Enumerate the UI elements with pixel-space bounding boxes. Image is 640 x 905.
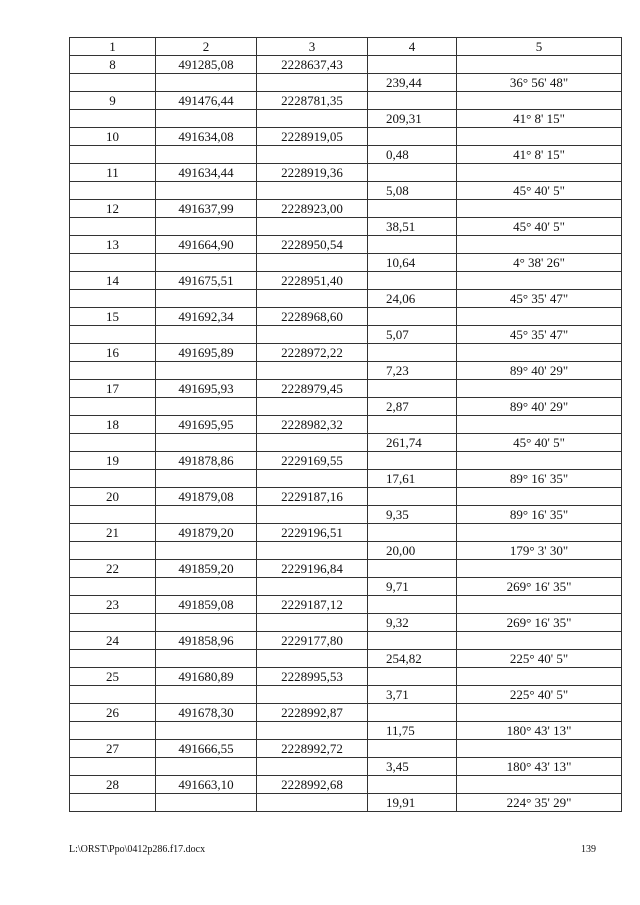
- point-number-cell: [70, 326, 156, 344]
- y-coordinate-cell: 2229177,80: [257, 632, 368, 650]
- table-row: [70, 704, 622, 722]
- distance-cell: [368, 236, 457, 254]
- x-coordinate-cell: 491859,20: [156, 560, 257, 578]
- x-coordinate-cell: 491859,08: [156, 596, 257, 614]
- x-coordinate-cell: [156, 398, 257, 416]
- distance-cell: [368, 524, 457, 542]
- point-number-cell: [70, 506, 156, 524]
- x-coordinate-cell: [156, 578, 257, 596]
- point-number-cell: [70, 794, 156, 812]
- point-number-cell: 22: [70, 560, 156, 578]
- distance-cell: [368, 308, 457, 326]
- bearing-cell: 179° 3' 30": [457, 542, 622, 560]
- y-coordinate-cell: [257, 794, 368, 812]
- y-coordinate-cell: 2228919,36: [257, 164, 368, 182]
- bearing-cell: 225° 40' 5": [457, 650, 622, 668]
- table-row: [70, 362, 622, 380]
- distance-cell: [368, 668, 457, 686]
- table-row: [70, 218, 622, 236]
- header-col-2: 2: [156, 38, 257, 56]
- distance-cell: 11,75: [368, 722, 457, 740]
- x-coordinate-cell: 491634,44: [156, 164, 257, 182]
- bearing-cell: [457, 380, 622, 398]
- x-coordinate-cell: [156, 182, 257, 200]
- bearing-cell: [457, 308, 622, 326]
- x-coordinate-cell: 491879,08: [156, 488, 257, 506]
- y-coordinate-cell: [257, 110, 368, 128]
- point-number-cell: 19: [70, 452, 156, 470]
- point-number-cell: [70, 470, 156, 488]
- bearing-cell: [457, 236, 622, 254]
- y-coordinate-cell: [257, 722, 368, 740]
- distance-cell: [368, 344, 457, 362]
- table-row: [70, 380, 622, 398]
- bearing-cell: [457, 776, 622, 794]
- point-number-cell: [70, 362, 156, 380]
- bearing-cell: 225° 40' 5": [457, 686, 622, 704]
- header-col-3: 3: [257, 38, 368, 56]
- point-number-cell: 24: [70, 632, 156, 650]
- point-number-cell: 13: [70, 236, 156, 254]
- x-coordinate-cell: [156, 290, 257, 308]
- table-row: [70, 758, 622, 776]
- distance-cell: 209,31: [368, 110, 457, 128]
- coordinates-table: [69, 37, 622, 812]
- distance-cell: [368, 488, 457, 506]
- y-coordinate-cell: 2229196,51: [257, 524, 368, 542]
- point-number-cell: [70, 398, 156, 416]
- x-coordinate-cell: [156, 686, 257, 704]
- table-row: [70, 92, 622, 110]
- point-number-cell: [70, 758, 156, 776]
- distance-cell: 38,51: [368, 218, 457, 236]
- table-row: [70, 776, 622, 794]
- point-number-cell: 27: [70, 740, 156, 758]
- x-coordinate-cell: [156, 434, 257, 452]
- x-coordinate-cell: 491695,89: [156, 344, 257, 362]
- point-number-cell: 20: [70, 488, 156, 506]
- distance-cell: 9,32: [368, 614, 457, 632]
- x-coordinate-cell: [156, 722, 257, 740]
- bearing-cell: [457, 200, 622, 218]
- table-row: [70, 614, 622, 632]
- bearing-cell: 41° 8' 15": [457, 110, 622, 128]
- y-coordinate-cell: [257, 650, 368, 668]
- x-coordinate-cell: 491692,34: [156, 308, 257, 326]
- distance-cell: [368, 596, 457, 614]
- y-coordinate-cell: 2228781,35: [257, 92, 368, 110]
- x-coordinate-cell: [156, 326, 257, 344]
- y-coordinate-cell: 2228923,00: [257, 200, 368, 218]
- bearing-cell: [457, 560, 622, 578]
- point-number-cell: 8: [70, 56, 156, 74]
- y-coordinate-cell: 2228972,22: [257, 344, 368, 362]
- bearing-cell: 4° 38' 26": [457, 254, 622, 272]
- distance-cell: [368, 200, 457, 218]
- distance-cell: [368, 272, 457, 290]
- bearing-cell: [457, 92, 622, 110]
- y-coordinate-cell: [257, 290, 368, 308]
- table-row: [70, 722, 622, 740]
- x-coordinate-cell: 491637,99: [156, 200, 257, 218]
- bearing-cell: 269° 16' 35": [457, 578, 622, 596]
- x-coordinate-cell: 491634,08: [156, 128, 257, 146]
- distance-cell: 17,61: [368, 470, 457, 488]
- table-row: [70, 272, 622, 290]
- bearing-cell: 36° 56' 48": [457, 74, 622, 92]
- point-number-cell: 26: [70, 704, 156, 722]
- bearing-cell: 89° 40' 29": [457, 398, 622, 416]
- bearing-cell: [457, 56, 622, 74]
- distance-cell: 9,35: [368, 506, 457, 524]
- distance-cell: [368, 632, 457, 650]
- point-number-cell: 18: [70, 416, 156, 434]
- table-header: [70, 38, 622, 56]
- y-coordinate-cell: [257, 506, 368, 524]
- distance-cell: [368, 740, 457, 758]
- point-number-cell: [70, 182, 156, 200]
- bearing-cell: [457, 272, 622, 290]
- x-coordinate-cell: [156, 614, 257, 632]
- distance-cell: 3,71: [368, 686, 457, 704]
- x-coordinate-cell: [156, 110, 257, 128]
- y-coordinate-cell: 2228919,05: [257, 128, 368, 146]
- table-row: [70, 650, 622, 668]
- y-coordinate-cell: 2228992,87: [257, 704, 368, 722]
- distance-cell: 5,07: [368, 326, 457, 344]
- point-number-cell: [70, 578, 156, 596]
- distance-cell: 5,08: [368, 182, 457, 200]
- point-number-cell: [70, 74, 156, 92]
- table-row: [70, 740, 622, 758]
- table-row: [70, 542, 622, 560]
- footer-page-number: 139: [581, 844, 596, 855]
- y-coordinate-cell: [257, 218, 368, 236]
- table-row: [70, 236, 622, 254]
- distance-cell: 7,23: [368, 362, 457, 380]
- x-coordinate-cell: [156, 362, 257, 380]
- x-coordinate-cell: [156, 794, 257, 812]
- distance-cell: 0,48: [368, 146, 457, 164]
- point-number-cell: [70, 218, 156, 236]
- x-coordinate-cell: 491675,51: [156, 272, 257, 290]
- table-row: [70, 452, 622, 470]
- table-row: [70, 308, 622, 326]
- table-row: [70, 470, 622, 488]
- distance-cell: [368, 380, 457, 398]
- x-coordinate-cell: 491678,30: [156, 704, 257, 722]
- point-number-cell: [70, 146, 156, 164]
- header-row: [70, 38, 622, 56]
- distance-cell: 24,06: [368, 290, 457, 308]
- distance-cell: 20,00: [368, 542, 457, 560]
- distance-cell: [368, 128, 457, 146]
- distance-cell: [368, 416, 457, 434]
- bearing-cell: 89° 16' 35": [457, 506, 622, 524]
- y-coordinate-cell: 2228982,32: [257, 416, 368, 434]
- table-row: [70, 416, 622, 434]
- table-row: [70, 254, 622, 272]
- table-row: [70, 686, 622, 704]
- bearing-cell: [457, 596, 622, 614]
- y-coordinate-cell: [257, 182, 368, 200]
- bearing-cell: [457, 164, 622, 182]
- x-coordinate-cell: [156, 218, 257, 236]
- distance-cell: [368, 560, 457, 578]
- x-coordinate-cell: 491695,95: [156, 416, 257, 434]
- table-row: [70, 596, 622, 614]
- bearing-cell: [457, 632, 622, 650]
- table-row: [70, 794, 622, 812]
- x-coordinate-cell: [156, 506, 257, 524]
- y-coordinate-cell: [257, 758, 368, 776]
- y-coordinate-cell: 2229187,12: [257, 596, 368, 614]
- bearing-cell: [457, 128, 622, 146]
- footer-file-path: L:\ORST\Ppo\0412p286.f17.docx: [69, 844, 206, 855]
- y-coordinate-cell: [257, 470, 368, 488]
- point-number-cell: [70, 542, 156, 560]
- point-number-cell: 11: [70, 164, 156, 182]
- x-coordinate-cell: [156, 758, 257, 776]
- y-coordinate-cell: [257, 74, 368, 92]
- y-coordinate-cell: [257, 146, 368, 164]
- table-row: [70, 488, 622, 506]
- bearing-cell: 45° 40' 5": [457, 182, 622, 200]
- x-coordinate-cell: 491695,93: [156, 380, 257, 398]
- point-number-cell: [70, 650, 156, 668]
- bearing-cell: [457, 344, 622, 362]
- bearing-cell: 45° 35' 47": [457, 290, 622, 308]
- distance-cell: 2,87: [368, 398, 457, 416]
- bearing-cell: 41° 8' 15": [457, 146, 622, 164]
- distance-cell: [368, 56, 457, 74]
- distance-cell: [368, 92, 457, 110]
- table-row: [70, 74, 622, 92]
- point-number-cell: 25: [70, 668, 156, 686]
- table-row: [70, 146, 622, 164]
- point-number-cell: [70, 110, 156, 128]
- header-col-5: 5: [457, 38, 622, 56]
- bearing-cell: 180° 43' 13": [457, 758, 622, 776]
- point-number-cell: [70, 722, 156, 740]
- x-coordinate-cell: [156, 254, 257, 272]
- point-number-cell: [70, 254, 156, 272]
- x-coordinate-cell: 491858,96: [156, 632, 257, 650]
- point-number-cell: [70, 686, 156, 704]
- distance-cell: [368, 704, 457, 722]
- distance-cell: 3,45: [368, 758, 457, 776]
- bearing-cell: 89° 16' 35": [457, 470, 622, 488]
- distance-cell: 9,71: [368, 578, 457, 596]
- y-coordinate-cell: 2228979,45: [257, 380, 368, 398]
- bearing-cell: 45° 40' 5": [457, 434, 622, 452]
- y-coordinate-cell: 2228992,68: [257, 776, 368, 794]
- table-row: [70, 434, 622, 452]
- distance-cell: [368, 164, 457, 182]
- table-row: [70, 290, 622, 308]
- point-number-cell: 14: [70, 272, 156, 290]
- table-row: [70, 524, 622, 542]
- y-coordinate-cell: 2228992,72: [257, 740, 368, 758]
- y-coordinate-cell: [257, 362, 368, 380]
- bearing-cell: 180° 43' 13": [457, 722, 622, 740]
- bearing-cell: 224° 35' 29": [457, 794, 622, 812]
- distance-cell: 254,82: [368, 650, 457, 668]
- bearing-cell: 89° 40' 29": [457, 362, 622, 380]
- point-number-cell: 21: [70, 524, 156, 542]
- table-row: [70, 344, 622, 362]
- distance-cell: 239,44: [368, 74, 457, 92]
- table-row: [70, 506, 622, 524]
- distance-cell: [368, 776, 457, 794]
- point-number-cell: [70, 434, 156, 452]
- table-row: [70, 668, 622, 686]
- distance-cell: 261,74: [368, 434, 457, 452]
- x-coordinate-cell: 491285,08: [156, 56, 257, 74]
- x-coordinate-cell: 491878,86: [156, 452, 257, 470]
- table-row: [70, 128, 622, 146]
- point-number-cell: [70, 290, 156, 308]
- point-number-cell: [70, 614, 156, 632]
- table-row: [70, 632, 622, 650]
- point-number-cell: 28: [70, 776, 156, 794]
- y-coordinate-cell: 2228995,53: [257, 668, 368, 686]
- bearing-cell: [457, 740, 622, 758]
- x-coordinate-cell: [156, 146, 257, 164]
- table-body: [70, 56, 622, 812]
- y-coordinate-cell: 2228951,40: [257, 272, 368, 290]
- x-coordinate-cell: [156, 470, 257, 488]
- table-row: [70, 560, 622, 578]
- x-coordinate-cell: [156, 542, 257, 560]
- distance-cell: 19,91: [368, 794, 457, 812]
- y-coordinate-cell: [257, 434, 368, 452]
- point-number-cell: 17: [70, 380, 156, 398]
- table-row: [70, 56, 622, 74]
- table-row: [70, 578, 622, 596]
- y-coordinate-cell: 2229196,84: [257, 560, 368, 578]
- point-number-cell: 10: [70, 128, 156, 146]
- table-row: [70, 326, 622, 344]
- bearing-cell: [457, 704, 622, 722]
- y-coordinate-cell: 2228968,60: [257, 308, 368, 326]
- x-coordinate-cell: [156, 74, 257, 92]
- point-number-cell: 16: [70, 344, 156, 362]
- x-coordinate-cell: 491663,10: [156, 776, 257, 794]
- x-coordinate-cell: 491680,89: [156, 668, 257, 686]
- distance-cell: [368, 452, 457, 470]
- table-row: [70, 182, 622, 200]
- header-col-1: 1: [70, 38, 156, 56]
- table-row: [70, 110, 622, 128]
- bearing-cell: 45° 35' 47": [457, 326, 622, 344]
- bearing-cell: [457, 452, 622, 470]
- y-coordinate-cell: [257, 542, 368, 560]
- y-coordinate-cell: [257, 578, 368, 596]
- y-coordinate-cell: 2229169,55: [257, 452, 368, 470]
- bearing-cell: [457, 668, 622, 686]
- y-coordinate-cell: [257, 686, 368, 704]
- distance-cell: 10,64: [368, 254, 457, 272]
- y-coordinate-cell: 2229187,16: [257, 488, 368, 506]
- header-col-4: 4: [368, 38, 457, 56]
- x-coordinate-cell: 491879,20: [156, 524, 257, 542]
- point-number-cell: 9: [70, 92, 156, 110]
- y-coordinate-cell: [257, 326, 368, 344]
- point-number-cell: 23: [70, 596, 156, 614]
- bearing-cell: [457, 416, 622, 434]
- point-number-cell: 15: [70, 308, 156, 326]
- y-coordinate-cell: [257, 254, 368, 272]
- bearing-cell: [457, 524, 622, 542]
- bearing-cell: 45° 40' 5": [457, 218, 622, 236]
- point-number-cell: 12: [70, 200, 156, 218]
- x-coordinate-cell: 491664,90: [156, 236, 257, 254]
- y-coordinate-cell: 2228637,43: [257, 56, 368, 74]
- y-coordinate-cell: [257, 614, 368, 632]
- x-coordinate-cell: [156, 650, 257, 668]
- table-row: [70, 164, 622, 182]
- x-coordinate-cell: 491666,55: [156, 740, 257, 758]
- bearing-cell: 269° 16' 35": [457, 614, 622, 632]
- y-coordinate-cell: 2228950,54: [257, 236, 368, 254]
- bearing-cell: [457, 488, 622, 506]
- table-row: [70, 398, 622, 416]
- y-coordinate-cell: [257, 398, 368, 416]
- table-row: [70, 200, 622, 218]
- x-coordinate-cell: 491476,44: [156, 92, 257, 110]
